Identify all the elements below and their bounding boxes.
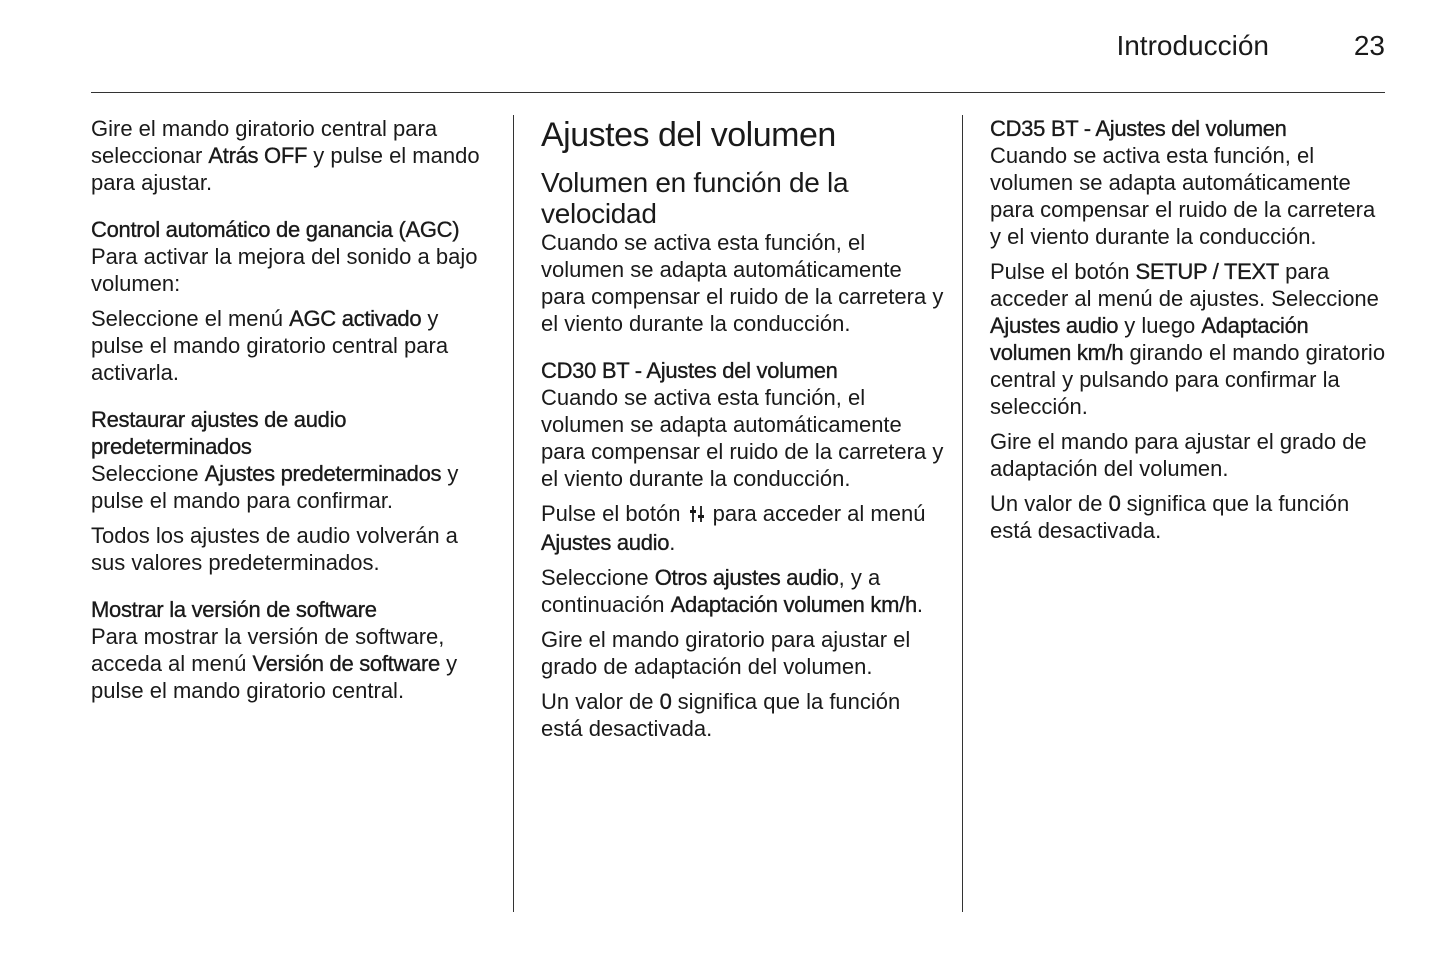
paragraph: Cuando se activa esta función, el volumen se adapta automáticamente para compensar el ruido de la carretera y el viento durante la conducción. — [990, 143, 1376, 249]
menu-option: Ajustes audio — [541, 530, 670, 555]
tone-settings-icon — [689, 502, 705, 529]
paragraph: Gire el mando para ajustar el grado de adaptación del volumen. — [990, 429, 1367, 481]
paragraph: Un valor de 0 significa que la función está desactivada. — [541, 689, 901, 741]
paragraph: Todos los ajustes de audio volverán a sus valores predeterminados. — [91, 523, 458, 575]
column-divider — [513, 115, 514, 912]
subheading-agc: Control automático de ganancia (AGC) — [91, 217, 460, 242]
paragraph: Seleccione el menú AGC activado y pulse el mando giratorio central para activarla. — [91, 306, 449, 385]
subheading-software-version: Mostrar la versión de software — [91, 597, 377, 622]
paragraph: Seleccione Ajustes predeterminados y pulse el mando para confirmar. — [91, 461, 459, 513]
section-title: Introducción — [1116, 30, 1269, 61]
menu-option: AGC activado — [289, 306, 422, 331]
column-left — [91, 115, 496, 712]
paragraph: Para mostrar la versión de software, acceda al menú Versión de software y pulse el mando giratorio central. — [91, 624, 458, 703]
column-middle — [541, 115, 946, 750]
column-divider — [962, 115, 963, 912]
paragraph: Un valor de 0 significa que la función está desactivada. — [990, 491, 1350, 543]
menu-option: Ajustes audio — [990, 313, 1119, 338]
menu-option: Adaptación volumen km/h — [990, 313, 1309, 365]
menu-option: Adaptación volumen km/h — [670, 592, 917, 617]
menu-option: Atrás OFF — [208, 143, 308, 168]
paragraph: Seleccione Otros ajustes audio, y a continuación Adaptación volumen km/h. — [541, 565, 924, 617]
menu-option: Ajustes predeterminados — [204, 461, 442, 486]
paragraph: Cuando se activa esta función, el volumen se adapta automáticamente para compensar el ruido de la carretera y el viento durante la conducción. — [541, 230, 944, 336]
paragraph: Cuando se activa esta función, el volumen se adapta automáticamente para compensar el ruido de la carretera y el viento durante la conducción. — [541, 385, 944, 491]
button-label: SETUP / TEXT — [1135, 259, 1280, 284]
page-number: 23 — [1353, 30, 1385, 61]
subheading-cd35: CD35 BT - Ajustes del volumen — [990, 116, 1287, 141]
subheading-cd30: CD30 BT - Ajustes del volumen — [541, 358, 838, 383]
paragraph: Gire el mando giratorio para ajustar el grado de adaptación del volumen. — [541, 627, 911, 679]
menu-option: Otros ajustes audio — [654, 565, 839, 590]
value: 0 — [1108, 491, 1121, 516]
column-right — [990, 115, 1390, 552]
value: 0 — [659, 689, 672, 714]
paragraph: Pulse el botón SETUP / TEXT para acceder al menú de ajustes. Seleccione Ajustes audio y luego Adaptación volumen km/h girando el mando giratorio central y pulsando para confirmar la selección. — [990, 259, 1386, 419]
chapter-title: Ajustes del volumen — [541, 116, 836, 154]
paragraph: Gire el mando giratorio central para seleccionar Atrás OFF y pulse el mando para ajustar. — [91, 116, 480, 195]
page-header — [91, 28, 1385, 93]
section-heading: Volumen en función de la velocidad — [541, 167, 849, 229]
paragraph: Para activar la mejora del sonido a bajo volumen: — [91, 244, 478, 296]
paragraph: Pulse el botón para acceder al menú Ajustes audio. — [541, 501, 926, 555]
subheading-restore-defaults: Restaurar ajustes de audio predeterminados — [91, 407, 347, 459]
menu-option: Versión de software — [252, 651, 440, 676]
